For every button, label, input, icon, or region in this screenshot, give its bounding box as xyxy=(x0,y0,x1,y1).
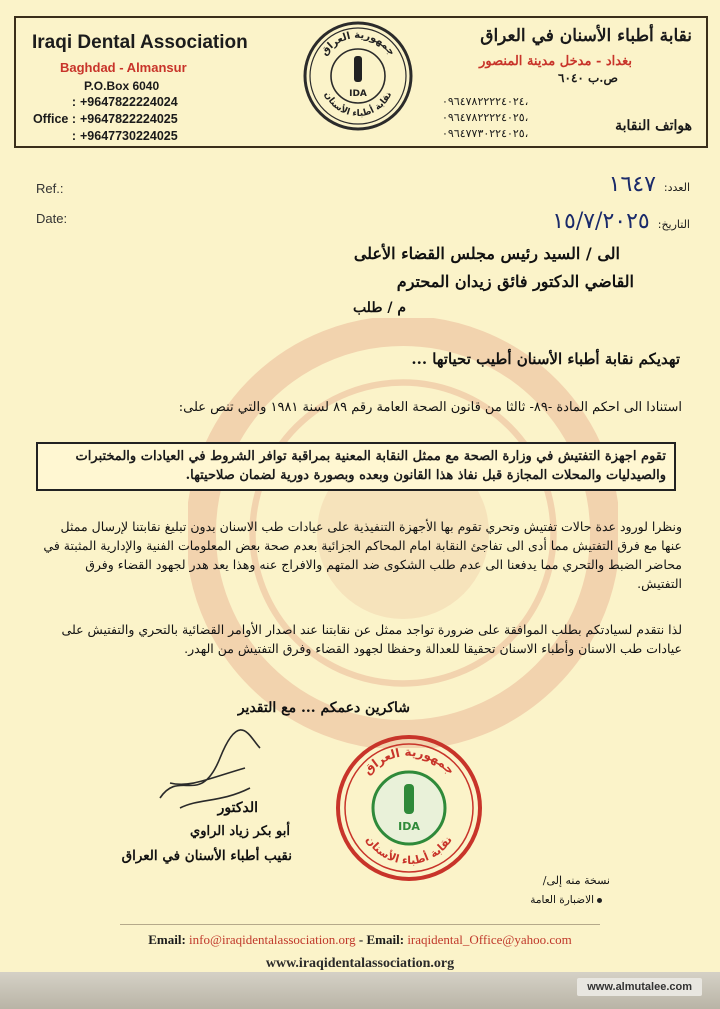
phone-row: : +9647730224025 xyxy=(71,129,178,143)
law-quote-box: تقوم اجهزة التفتيش في وزارة الصحة مع ممثل النقابة المعنية بمراقبة توافر الشروط في العيادات والمختبرات والصيدليات والمحلات المجازة قبل نفاذ هذا القانون وبعده وبصورة دورية لضمان صلاحيتها. xyxy=(36,442,676,491)
greeting: تهديكم نقابة أطباء الأسنان أطيب تحياتها ... xyxy=(411,350,680,368)
official-stamp-icon xyxy=(335,734,483,882)
ref-date-ar xyxy=(552,168,690,242)
paragraph-3: لذا نتقدم لسيادتكم بطلب الموافقة على ضرورة تواجد ممثل عن نقابتنا عند اصدار الأوامر القضائية بالتحري والتفتيش على عيادات طب الاسنان وأطباء الاسنان تحقيقا للعدالة وحفظا لجهود القضاء وفرق التفتيش من الهدر. xyxy=(61,622,682,656)
source-watermark: www.almutalee.com xyxy=(577,978,702,996)
date-row: التاريخ:١٥/٧/٢٠٢٥ xyxy=(552,209,690,234)
svg-text:IDA: IDA xyxy=(349,89,367,99)
pobox-ar: ص.ب ٦٠٤٠ xyxy=(558,71,618,85)
ref-label: Ref.: xyxy=(36,181,64,196)
pobox-en: P.O.Box 6040 xyxy=(84,79,160,93)
signatory-name: أبو بكر زياد الراوي xyxy=(190,824,290,839)
bullet-icon xyxy=(597,898,602,903)
signatory-position: نقيب أطباء الأسنان في العراق xyxy=(121,848,292,864)
header-english xyxy=(32,32,262,146)
address-ar: بغداد - مدخل مدينة المنصور xyxy=(479,54,632,69)
copies-label: نسخة منه إلى/ xyxy=(542,874,610,887)
header-arabic xyxy=(432,26,692,140)
subject: م / طلب xyxy=(352,300,406,316)
paragraph-2: ونظرا لورود عدة حالات تفتيش وتحري تقوم بها الأجهزة التنفيذية على عيادات طب الاسنان بدون تبليغ نقابتنا لإرسال ممثل عنها مع فرق التفتيش مما أدى الى تفاجئ النقابة امام المحاكم الجزائية بعدم صحة بعض المعلومات الفنية والإدارية المثبتة في محاضر الضبط والتحري مما يدفعنا الى عدم طلب الشكوى ضد المتهم والافراج عنه وهذا يعد هدر لجهود القضاء وفرق التفتيش. xyxy=(43,519,682,591)
svg-text:نقابة أطباء الأسنان: نقابة أطباء الأسنان xyxy=(363,833,455,868)
ref-date-en xyxy=(36,174,67,234)
svg-text:جمهورية العراق: جمهورية العراق xyxy=(360,744,458,778)
svg-text:جمهورية العراق: جمهورية العراق xyxy=(319,29,397,58)
recipient-line-2: القاضي الدكتور فائق زيدان المحترم xyxy=(396,272,634,291)
number-value: ١٦٤٧ xyxy=(608,172,656,197)
phone-row: : +9647822224024 xyxy=(71,95,178,109)
date-value: ١٥/٧/٢٠٢٥ xyxy=(552,209,650,234)
signatory-title: الدكتور xyxy=(217,800,258,816)
phones-ar-label: هواتف النقابة xyxy=(615,118,692,134)
closing-thanks: شاكرين دعمكم ... مع التقدير xyxy=(237,700,410,716)
recipient-line-1: الى / السيد رئيس مجلس القضاء الأعلى xyxy=(353,244,620,263)
phones-en xyxy=(32,95,262,146)
association-seal-icon xyxy=(302,20,414,132)
org-name-en: Iraqi Dental Association xyxy=(32,32,248,53)
org-name-ar: نقابة أطباء الأسنان في العراق xyxy=(480,26,692,46)
phones-ar: ٠٩٦٤٧٨٢٢٢٢٤٠٢٤، ٠٩٦٤٧٨٢٢٢٢٤٠٢٥، ٠٩٦٤٧٧٣٠٢٢٤٠٢٥، xyxy=(442,95,529,140)
paragraph-1: استنادا الى احكم المادة -٨٩- ثالثا من قانون الصحة العامة رقم ٨٩ لسنة ١٩٨١ والتي تنص على: xyxy=(178,400,682,415)
email-link-2[interactable]: iraqidental_Office@yahoo.com xyxy=(407,932,572,947)
svg-text:نقابة أطباء الأسنان: نقابة أطباء الأسنان xyxy=(321,90,395,120)
phone-row: Office : +9647822224025 xyxy=(32,112,178,126)
footer-emails: Email: info@iraqidentalassociation.org - Email: iraqidental_Office@yahoo.com xyxy=(148,932,572,947)
email-link-1[interactable]: info@iraqidentalassociation.org xyxy=(189,932,356,947)
address-en: Baghdad - Almansur xyxy=(60,60,187,75)
svg-text:IDA: IDA xyxy=(398,820,420,833)
date-label: Date: xyxy=(36,211,68,226)
footer-divider xyxy=(120,924,600,925)
number-row: العدد:١٦٤٧ xyxy=(608,172,690,197)
footer-website-link[interactable]: www.iraqidentalassociation.org xyxy=(265,956,455,971)
copy-item: الاضبارة العامة xyxy=(530,894,594,906)
